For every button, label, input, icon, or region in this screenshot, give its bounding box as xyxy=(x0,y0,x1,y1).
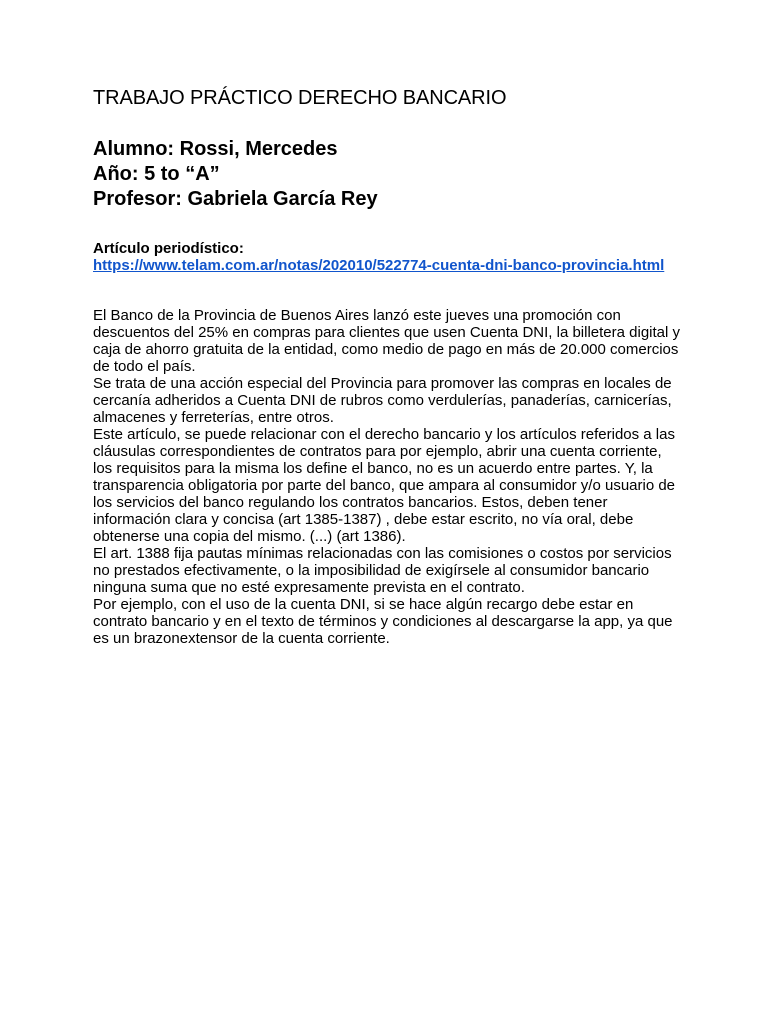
document-title: TRABAJO PRÁCTICO DERECHO BANCARIO xyxy=(93,87,507,109)
student-name: Alumno: Rossi, Mercedes xyxy=(93,138,338,160)
paragraph: Se trata de una acción especial del Provincia para promover las compras en locales de cercanía adheridos a Cuenta DNI de rubros como verdulerías, panaderías, carnicerías, almacenes y ferreterías, entre otros. xyxy=(93,375,672,426)
article-link[interactable]: https://www.telam.com.ar/notas/202010/522774-cuenta-dni-banco-provincia.html xyxy=(93,257,665,274)
paragraph: Este artículo, se puede relacionar con el derecho bancario y los artículos referidos a las cláusulas correspondientes de contratos para por ejemplo, abrir una cuenta corriente, los requisitos para la misma los define el banco, no es un acuerdo entre partes. Y, la transparencia obligatoria por parte del banco, que ampara al consumidor y/o usuario de los servicios del banco regulando los contratos bancarios. Estos, deben tener información clara y concisa (art 1385-1387) , debe estar escrito, no vía oral, debe obtenerse una copia del mismo. (...) (art 1386). xyxy=(93,426,676,545)
school-year: Año: 5 to “A” xyxy=(93,163,220,185)
paragraph: El Banco de la Provincia de Buenos Aires lanzó este jueves una promoción con descuentos del 25% en compras para clientes que usen Cuenta DNI, la billetera digital y caja de ahorro gratuita de la entidad, como medio de pago en más de 20.000 comercios de todo el país. xyxy=(93,307,681,375)
paragraph: El art. 1388 fija pautas mínimas relacionadas con las comisiones o costos por servicios no prestados efectivamente, o la imposibilidad de exigírsele al consumidor bancario ninguna suma que no esté expresamente prevista en el contrato. xyxy=(93,545,672,596)
paragraph: Por ejemplo, con el uso de la cuenta DNI, si se hace algún recargo debe estar en contrato bancario y en el texto de términos y condiciones al descargarse la app, ya que es un brazonextensor de la cuenta corriente. xyxy=(93,596,673,647)
body-text xyxy=(93,307,683,647)
teacher-name: Profesor: Gabriela García Rey xyxy=(93,188,378,210)
article-label: Artículo periodístico: xyxy=(93,240,244,257)
student-info-block xyxy=(93,137,378,212)
